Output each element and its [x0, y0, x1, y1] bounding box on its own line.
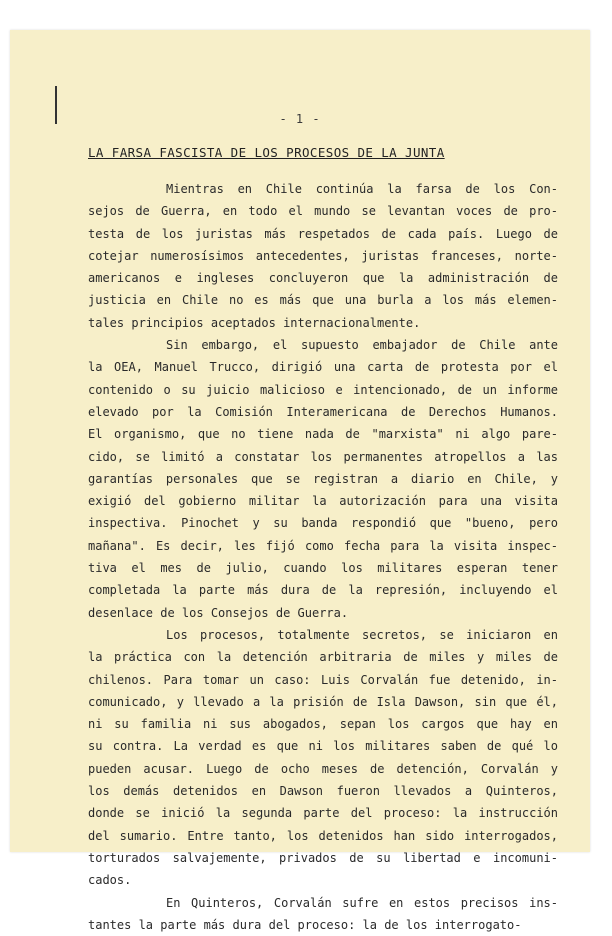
text-line: donde se inició la segunda parte del proceso: la instrucción: [88, 802, 558, 824]
paragraph: [88, 624, 558, 892]
paragraph: [88, 334, 558, 624]
text-line: los demás detenidos en Dawson fueron llevados a Quinteros,: [88, 780, 558, 802]
text-line: inspectiva. Pinochet y su banda respondió que "bueno, pero: [88, 512, 558, 534]
text-line: garantías personales que se registran a diario en Chile, y: [88, 468, 558, 490]
text-line: Sin embargo, el supuesto embajador de Chile ante: [88, 334, 558, 356]
text-line: testa de los juristas más respetados de cada país. Luego de: [88, 223, 558, 245]
document-title: LA FARSA FASCISTA DE LOS PROCESOS DE LA JUNTA: [88, 145, 445, 160]
text-line: sejos de Guerra, en todo el mundo se levantan voces de pro-: [88, 200, 558, 222]
text-line: la práctica con la detención arbitraria de miles y miles de: [88, 646, 558, 668]
paragraph: [88, 178, 558, 334]
text-line: Los procesos, totalmente secretos, se iniciaron en: [88, 624, 558, 646]
text-line: cados.: [88, 869, 558, 891]
text-line: tiva el mes de julio, cuando los militares esperan tener: [88, 557, 558, 579]
text-line: Mientras en Chile continúa la farsa de los Con-: [88, 178, 558, 200]
text-line: cido, se limitó a constatar los permanentes atropellos a las: [88, 446, 558, 468]
text-line: tantes la parte más dura del proceso: la de los interrogato-: [88, 914, 558, 936]
text-line: torturados salvajemente, privados de su libertad e incomuni-: [88, 847, 558, 869]
text-line: El organismo, que no tiene nada de "marxista" ni algo pare-: [88, 423, 558, 445]
text-line: justicia en Chile no es más que una burla a los más elemen-: [88, 289, 558, 311]
text-line: pueden acusar. Luego de ocho meses de detención, Corvalán y: [88, 758, 558, 780]
page-number: - 1 -: [10, 112, 590, 126]
text-line: comunicado, y llevado a la prisión de Isla Dawson, sin que él,: [88, 691, 558, 713]
text-line: elevado por la Comisión Interamericana de Derechos Humanos.: [88, 401, 558, 423]
document-page: [10, 30, 590, 852]
text-line: cotejar numerosísimos antecedentes, juristas franceses, norte-: [88, 245, 558, 267]
text-line: americanos e ingleses concluyeron que la administración de: [88, 267, 558, 289]
text-line: chilenos. Para tomar un caso: Luis Corvalán fue detenido, in-: [88, 669, 558, 691]
text-line: mañana". Es decir, les fijó como fecha para la visita inspec-: [88, 535, 558, 557]
text-line: completada la parte más dura de la represión, incluyendo el: [88, 579, 558, 601]
document-body: [88, 178, 558, 936]
text-line: ni su familia ni sus abogados, sepan los cargos que hay en: [88, 713, 558, 735]
text-line: exigió del gobierno militar la autorización para una visita: [88, 490, 558, 512]
text-line: contenido o su juicio malicioso e intencionado, de un informe: [88, 379, 558, 401]
text-line: desenlace de los Consejos de Guerra.: [88, 602, 558, 624]
paragraph: [88, 892, 558, 936]
text-line: tales principios aceptados internacionalmente.: [88, 312, 558, 334]
text-line: su contra. La verdad es que ni los militares saben de qué lo: [88, 735, 558, 757]
text-line: del sumario. Entre tanto, los detenidos han sido interrogados,: [88, 825, 558, 847]
text-line: En Quinteros, Corvalán sufre en estos precisos ins-: [88, 892, 558, 914]
text-line: la OEA, Manuel Trucco, dirigió una carta de protesta por el: [88, 356, 558, 378]
